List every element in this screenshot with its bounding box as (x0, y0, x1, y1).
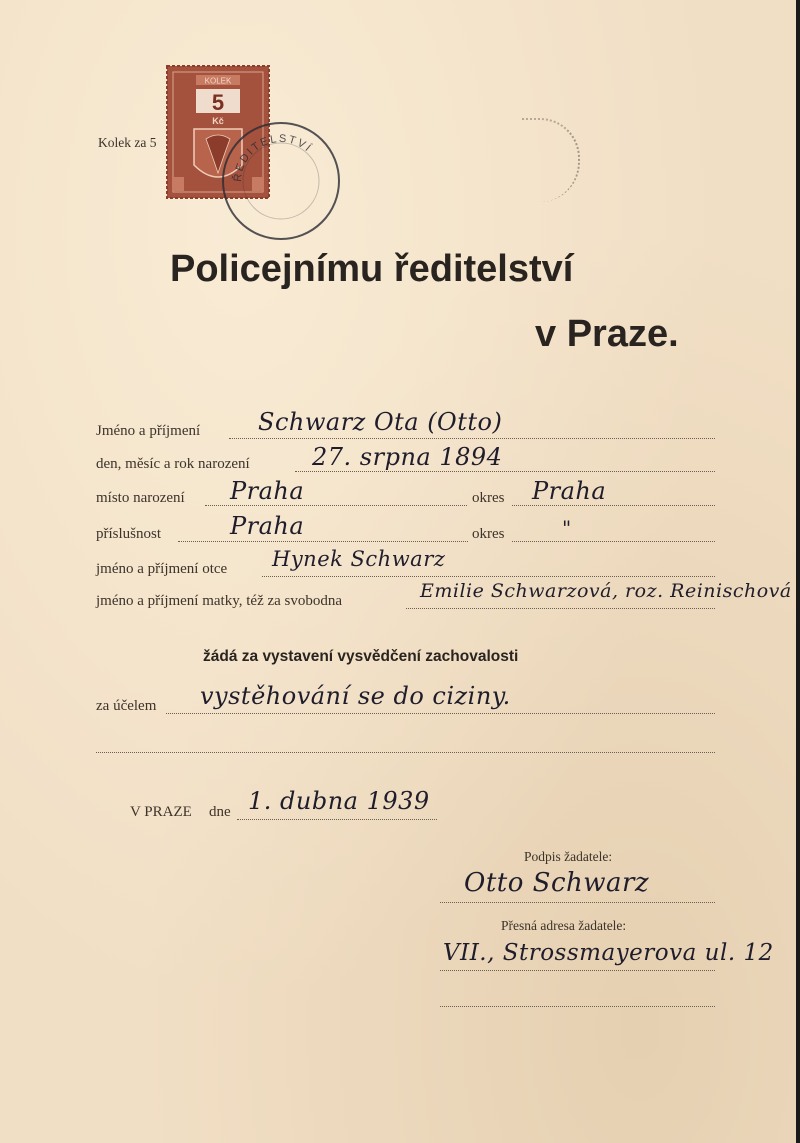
request-line: žádá za vystavení vysvědčení zachovalosti (203, 648, 519, 665)
district2-value: " (562, 516, 572, 540)
revenue-stamp-value: 5 (211, 90, 225, 115)
birthplace-line (205, 505, 467, 506)
date-value: 1. dubna 1939 (248, 787, 430, 815)
revenue-stamp-top-text: KOLEK (204, 76, 232, 86)
purpose-line-2 (96, 752, 715, 753)
address-value: VII., Strossmayerova ul. 12 (443, 940, 774, 966)
father-value: Hynek Schwarz (272, 547, 446, 571)
district-line (512, 505, 715, 506)
address-line-2 (440, 1006, 715, 1007)
belonging-line (178, 541, 468, 542)
belonging-label: příslušnost (96, 526, 162, 542)
district-label: okres (472, 490, 505, 506)
mother-line (406, 608, 715, 609)
name-label: Jméno a příjmení (96, 423, 201, 439)
postmark-text: ŘEDITELSTVÍ (231, 132, 315, 183)
revenue-stamp-currency: Kč (212, 116, 224, 126)
name-value: Schwarz Ota (Otto) (258, 408, 503, 436)
address-label: Přesná adresa žadatele: (501, 918, 627, 933)
postmark-graphic (217, 118, 345, 244)
father-label: jméno a příjmení otce (96, 561, 228, 577)
title-line-2: v Praze. (535, 313, 679, 355)
mother-value: Emilie Schwarzová, roz. Reinischová (420, 580, 792, 602)
faded-stamp-mark (522, 118, 580, 202)
purpose-label: za účelem (96, 698, 157, 714)
mother-label: jméno a příjmení matky, též za svobodna (96, 593, 343, 609)
birth-label: den, měsíc a rok narození (96, 456, 250, 472)
svg-text:ŘEDITELSTVÍ (231, 133, 315, 183)
scan-edge (796, 0, 800, 1143)
date-line (237, 819, 437, 820)
postmark (217, 118, 345, 244)
stamp-note: Kolek za 5 (98, 135, 157, 150)
date-city-label: V PRAZE (130, 804, 192, 820)
purpose-line (166, 713, 715, 714)
title-line-1: Policejnímu ředitelství (170, 248, 574, 290)
name-line (229, 438, 715, 439)
district2-label: okres (472, 526, 505, 542)
birthplace-value: Praha (230, 477, 305, 505)
signature-value: Otto Schwarz (464, 868, 650, 898)
district-value: Praha (532, 477, 607, 505)
signature-label: Podpis žadatele: (524, 849, 613, 864)
district2-line (512, 541, 715, 542)
birth-value: 27. srpna 1894 (312, 443, 503, 471)
birth-line (295, 471, 715, 472)
birthplace-label: místo narození (96, 490, 185, 506)
belonging-value: Praha (230, 512, 305, 540)
date-dne-label: dne (209, 804, 231, 820)
purpose-value: vystěhování se do ciziny. (200, 682, 511, 710)
father-line (262, 576, 715, 577)
address-line (440, 970, 715, 971)
signature-line (440, 902, 715, 903)
